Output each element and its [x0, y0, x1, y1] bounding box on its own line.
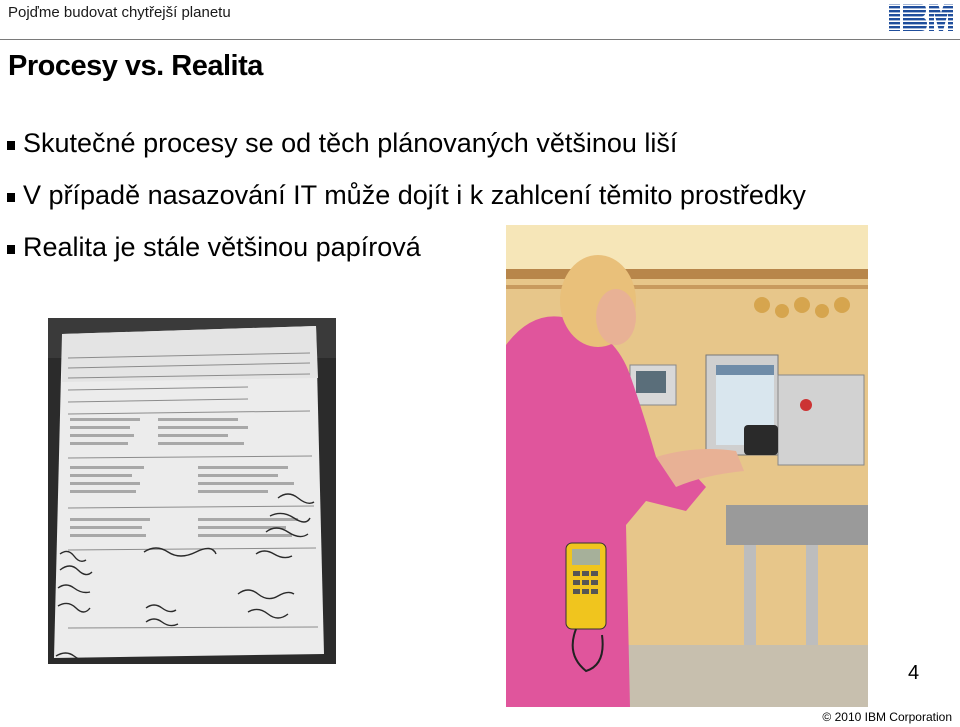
square-bullet-icon [7, 141, 15, 150]
bullet-text: Skutečné procesy se od těch plánovaných většinou liší [23, 128, 678, 158]
header-tagline: Pojďme budovat chytřejší planetu [8, 4, 231, 21]
paper-record-photo [48, 318, 336, 664]
square-bullet-icon [7, 245, 15, 254]
ibm-logo [888, 2, 954, 34]
bullet-text: Realita je stále většinou papírová [23, 232, 421, 262]
square-bullet-icon [7, 193, 15, 202]
bullet-text: V případě nasazování IT může dojít i k zahlcení těmito prostředky [23, 180, 806, 210]
nurse-computer-photo [506, 225, 868, 707]
copyright-notice: © 2010 IBM Corporation [822, 710, 952, 724]
page-number: 4 [908, 662, 920, 684]
header-divider [0, 39, 960, 40]
bullet-item [0, 128, 806, 180]
slide-title: Procesy vs. Realita [8, 50, 263, 82]
